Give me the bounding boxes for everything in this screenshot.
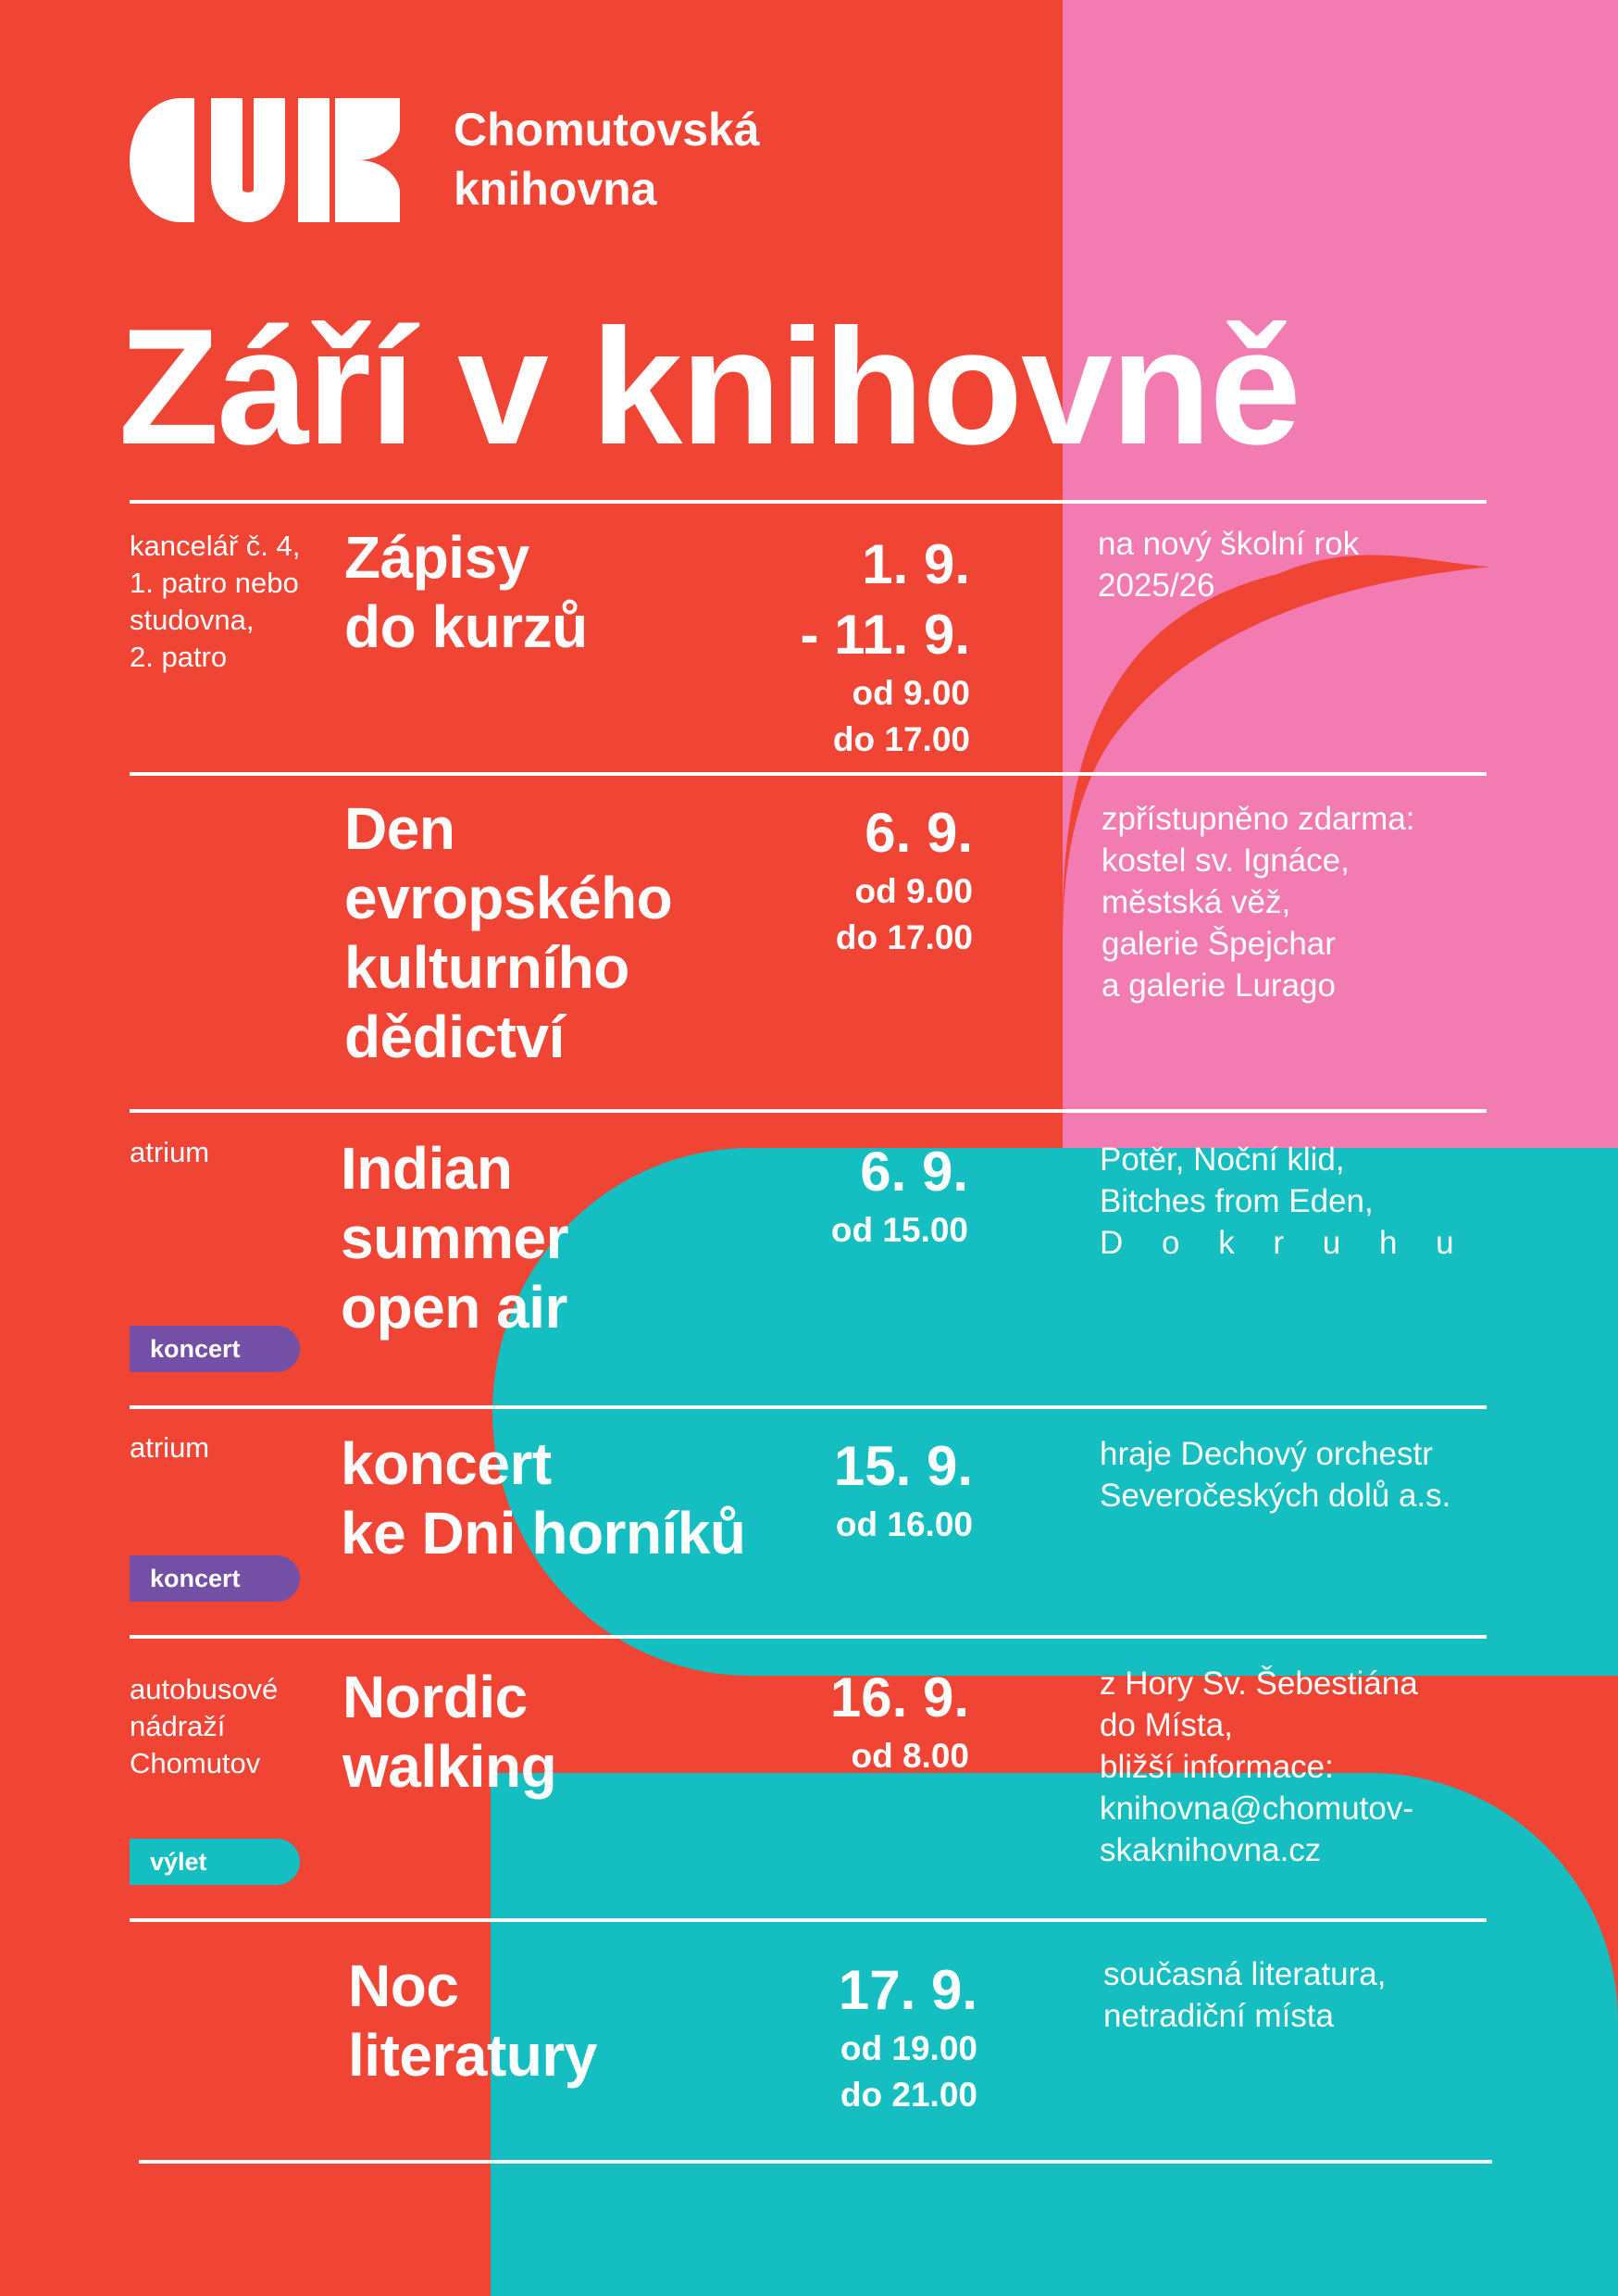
title-line: evropského [344, 865, 673, 931]
event-time: od 9.00 [852, 674, 970, 712]
event-time: od 8.00 [851, 1737, 969, 1775]
location-line: nádraží [130, 1710, 226, 1742]
note-line: Severočeských dolů a.s. [1100, 1478, 1451, 1514]
note-line: na nový školní rok [1098, 526, 1360, 562]
category-tag: koncert [130, 1326, 300, 1372]
note-line: z Hory Sv. Šebestiána [1100, 1666, 1418, 1702]
location-line: autobusové [130, 1673, 279, 1705]
event-date: 16. 9. [829, 1666, 969, 1728]
divider [130, 500, 1487, 504]
event-note [1098, 523, 1359, 606]
title-line: ke Dni horníků [341, 1500, 746, 1566]
event-title [348, 1952, 597, 2090]
event-location [130, 528, 300, 676]
location-line: studovna, [130, 604, 255, 636]
event-time: od 15.00 [830, 1211, 968, 1249]
note-line: kostel sv. Ignáce, [1101, 842, 1350, 879]
event-note [1100, 1139, 1469, 1264]
divider [130, 1109, 1487, 1113]
note-line: skaknihovna.cz [1100, 1832, 1322, 1868]
title-line: dědictví [344, 1004, 565, 1070]
brand-line-2: knihovna [454, 163, 657, 215]
title-line: literatury [348, 2022, 597, 2089]
library-logo-icon [130, 98, 400, 222]
event-title [342, 1663, 556, 1802]
teal-blob-lower [491, 1773, 1618, 2296]
brand-line-1: Chomutovská [454, 104, 760, 156]
event-dates [801, 530, 970, 763]
event-note [1103, 1953, 1386, 2037]
event-time: od 16.00 [835, 1505, 973, 1543]
event-title [341, 1134, 568, 1342]
title-line: summer [341, 1204, 568, 1271]
title-line: koncert [341, 1430, 552, 1497]
title-line: do kurzů [344, 593, 588, 660]
event-note [1101, 798, 1415, 1006]
note-line: zpřístupněno zdarma: [1101, 801, 1415, 837]
location-line: Chomutov [130, 1747, 261, 1779]
brand-name [454, 100, 760, 218]
note-line: netradiční místa [1103, 1998, 1334, 2034]
note-line: současná literatura, [1103, 1956, 1387, 1992]
event-date: 6. 9. [865, 802, 973, 864]
title-line: Nordic [342, 1664, 528, 1730]
event-note [1100, 1433, 1450, 1516]
event-title [344, 794, 672, 1072]
divider [130, 772, 1487, 776]
divider [130, 1635, 1487, 1639]
page-title: Září v knihovně [118, 294, 1300, 479]
event-location [130, 1429, 209, 1466]
event-date: - 11. 9. [800, 604, 970, 666]
event-time: od 19.00 [840, 2029, 977, 2067]
location-line: 2. patro [130, 641, 228, 673]
title-line: Indian [341, 1135, 513, 1202]
title-line: walking [342, 1733, 557, 1800]
event-time: do 21.00 [840, 2076, 977, 2114]
event-dates [831, 1137, 968, 1254]
note-line: Bitches from Eden, [1100, 1183, 1374, 1219]
event-date: 15. 9. [833, 1435, 973, 1497]
title-line: Noc [348, 1953, 459, 2019]
event-time: do 17.00 [832, 720, 970, 758]
event-title [341, 1429, 746, 1568]
note-line: městská věž, [1101, 884, 1291, 920]
location-line: kancelář č. 4, [130, 530, 301, 562]
event-date: 6. 9. [860, 1141, 968, 1203]
event-dates [830, 1663, 969, 1779]
note-line: galerie Špejchar [1101, 926, 1336, 962]
event-title [344, 523, 588, 662]
location-line: atrium [130, 1136, 210, 1168]
title-line: open air [341, 1274, 567, 1341]
event-location [130, 1134, 209, 1171]
event-location [130, 1671, 278, 1782]
category-tag: koncert [130, 1555, 300, 1602]
note-line: Potěr, Noční klid, [1100, 1142, 1345, 1178]
event-time: do 17.00 [835, 918, 973, 956]
note-line: a galerie Lurago [1101, 967, 1336, 1004]
event-note [1100, 1663, 1418, 1871]
category-tag: výlet [130, 1839, 300, 1885]
event-date: 1. 9. [862, 533, 970, 595]
note-line: knihovna@chomutov- [1100, 1791, 1414, 1827]
title-line: kulturního [344, 934, 629, 1001]
note-line: 2025/26 [1098, 568, 1215, 604]
note-line: do Místa, [1100, 1707, 1233, 1743]
title-line: Zápisy [344, 524, 529, 591]
title-line: Den [344, 795, 455, 862]
event-time: od 9.00 [854, 872, 973, 910]
note-line: D o k r u h u [1100, 1225, 1469, 1261]
location-line: 1. patro nebo [130, 567, 299, 599]
event-date: 17. 9. [838, 1959, 977, 2021]
event-dates [834, 1431, 973, 1548]
note-line: bližší informace: [1100, 1749, 1334, 1785]
note-line: hraje Dechový orchestr [1100, 1436, 1433, 1472]
event-dates [839, 1955, 977, 2118]
divider [139, 2160, 1492, 2164]
divider [130, 1918, 1487, 1922]
location-line: atrium [130, 1431, 210, 1464]
divider [130, 1405, 1487, 1409]
event-dates [836, 798, 973, 961]
